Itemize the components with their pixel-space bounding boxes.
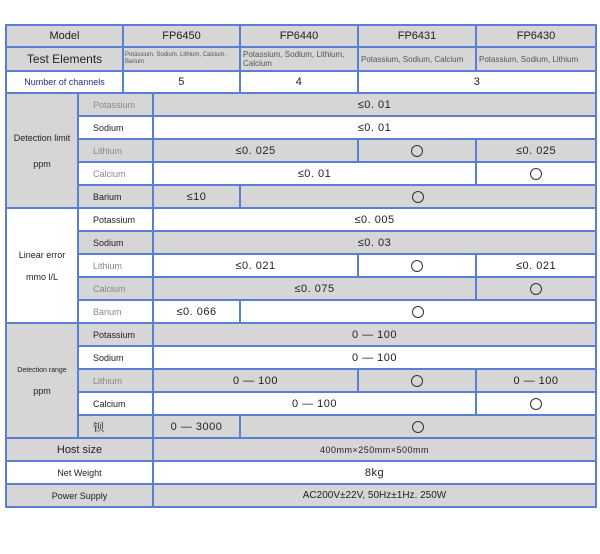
model-fp6450: FP6450 xyxy=(123,25,240,47)
net-weight-label: Net Weight xyxy=(6,461,153,484)
dr-value-sodium: 0 — 100 xyxy=(153,346,596,369)
channels-fp6440: 4 xyxy=(240,71,358,93)
channels-label: Number of channels xyxy=(6,71,123,93)
dl-element-lithium: Lithium xyxy=(78,139,153,162)
dl-element-sodium: Sodium xyxy=(78,116,153,139)
model-fp6431: FP6431 xyxy=(358,25,476,47)
dl-value-calcium: ≤0. 01 xyxy=(153,162,476,185)
linear-error-label: Linear error mmo l/L xyxy=(6,208,78,323)
test-elements-fp6430: Potassium, Sodium, Lithium xyxy=(476,47,596,71)
model-label: Model xyxy=(6,25,123,47)
detection-range-label: Detection range ppm xyxy=(6,323,78,438)
le-value-potassium: ≤0. 005 xyxy=(153,208,596,231)
detection-limit-label: Detection limit ppm xyxy=(6,93,78,208)
dl-element-barium: Barium xyxy=(78,185,153,208)
host-size-label: Host size xyxy=(6,438,153,461)
le-value-lithium: ≤0. 021 xyxy=(153,254,358,277)
le-element-calcium: Calcium xyxy=(78,277,153,300)
dr-value-potassium: 0 — 100 xyxy=(153,323,596,346)
le-value-barium: ≤0. 066 xyxy=(153,300,240,323)
circle-icon xyxy=(412,421,424,433)
le-element-lithium: Lithium xyxy=(78,254,153,277)
dr-value-barium: 0 — 3000 xyxy=(153,415,240,438)
le-value-sodium: ≤0. 03 xyxy=(153,231,596,254)
test-elements-fp6450: Potassium, Sodium, Lithium, Calcium, Barium xyxy=(123,47,240,71)
dr-element-barium: 钡 xyxy=(78,415,153,438)
dr-element-sodium: Sodium xyxy=(78,346,153,369)
dl-value-sodium: ≤0. 01 xyxy=(153,116,596,139)
dl-value-lithium-fp6430: ≤0. 025 xyxy=(476,139,596,162)
le-element-sodium: Sodium xyxy=(78,231,153,254)
circle-icon xyxy=(530,398,542,410)
model-fp6440: FP6440 xyxy=(240,25,358,47)
le-value-lithium-fp6430: ≤0. 021 xyxy=(476,254,596,277)
dr-value-lithium: 0 — 100 xyxy=(153,369,358,392)
dl-element-potassium: Potassium xyxy=(78,93,153,116)
circle-icon xyxy=(530,283,542,295)
dl-element-calcium: Calcium xyxy=(78,162,153,185)
dl-value-barium: ≤10 xyxy=(153,185,240,208)
circle-icon xyxy=(411,375,423,387)
dr-value-lithium-fp6430: 0 — 100 xyxy=(476,369,596,392)
dr-element-calcium: Calcium xyxy=(78,392,153,415)
spec-table xyxy=(5,24,597,508)
circle-icon xyxy=(412,191,424,203)
test-elements-fp6440: Potassium, Sodium, Lithium, Calcium xyxy=(240,47,358,71)
test-elements-label: Test Elements xyxy=(6,47,123,71)
test-elements-fp6431: Potassium, Sodium, Calcium xyxy=(358,47,476,71)
host-size-value: 400mm×250mm×500mm xyxy=(153,438,596,461)
dl-value-potassium: ≤0. 01 xyxy=(153,93,596,116)
model-fp6430: FP6430 xyxy=(476,25,596,47)
circle-icon xyxy=(411,260,423,272)
dr-element-potassium: Potassium xyxy=(78,323,153,346)
net-weight-value: 8kg xyxy=(153,461,596,484)
le-value-calcium: ≤0. 075 xyxy=(153,277,476,300)
dr-element-lithium: Lithium xyxy=(78,369,153,392)
channels-fp6450: 5 xyxy=(123,71,240,93)
dl-value-lithium: ≤0. 025 xyxy=(153,139,358,162)
power-supply-value: AC200V±22V, 50Hz±1Hz. 250W xyxy=(153,484,596,507)
channels-fp6431-fp6430: 3 xyxy=(358,71,596,93)
le-element-barium: Barium xyxy=(78,300,153,323)
le-element-potassium: Potassium xyxy=(78,208,153,231)
circle-icon xyxy=(411,145,423,157)
power-supply-label: Power Supply xyxy=(6,484,153,507)
circle-icon xyxy=(530,168,542,180)
dr-value-calcium: 0 — 100 xyxy=(153,392,476,415)
circle-icon xyxy=(412,306,424,318)
